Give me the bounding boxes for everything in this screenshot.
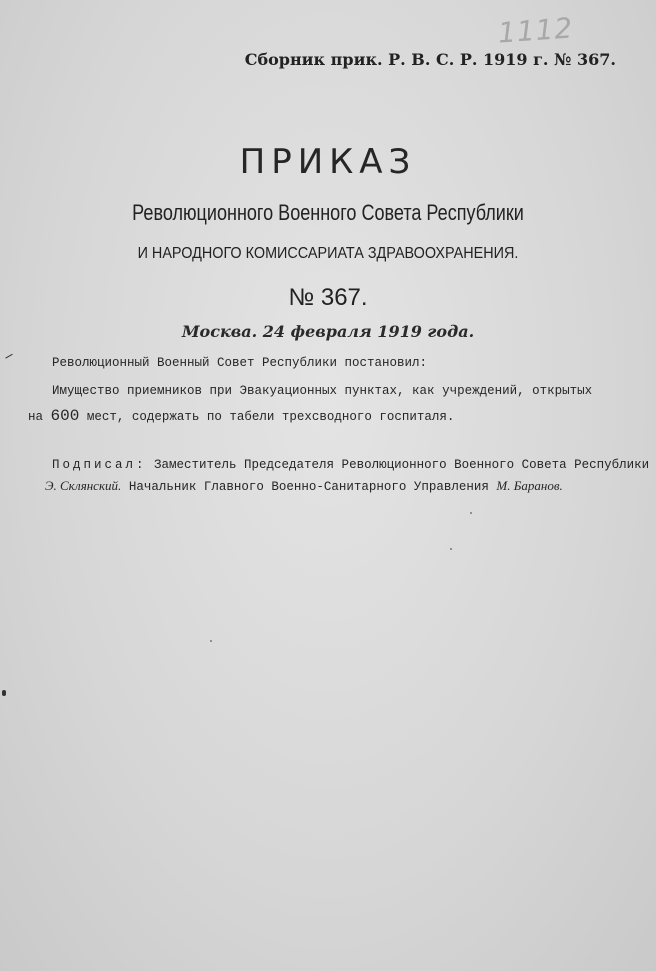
signature-line-2: [45, 478, 563, 494]
place-date: Москва. 24 февраля 1919 года.: [181, 322, 475, 341]
signatory-1-name: Э. Склянский.: [45, 478, 122, 493]
resolution-line-2: [28, 407, 454, 425]
resolution-rest: мест, содержать по табели трехсводного госпиталя.: [86, 410, 455, 424]
paper-speck: [450, 548, 452, 550]
resolution-prefix: на: [28, 410, 44, 424]
collection-reference: Сборник прик. Р. В. С. Р. 1919 г. № 367.: [244, 50, 616, 69]
document-title: ПРИКАЗ: [239, 142, 417, 182]
signatory-1-title: Заместитель Председателя Революционного Военного Совета Республики: [154, 458, 650, 472]
signature-line-1: [52, 458, 649, 472]
pencil-annotation: 1112: [496, 11, 575, 50]
order-number: № 367.: [288, 284, 368, 311]
signatory-2-title: Начальник Главного Военно-Санитарного Управления: [128, 480, 489, 494]
signatory-2-name: М. Баранов.: [496, 478, 563, 493]
issuer-line-2: И НАРОДНОГО КОМИССАРИАТА ЗДРАВООХРАНЕНИЯ.: [137, 245, 519, 262]
resolution-line-1: Имущество приемников при Эвакуационных пунктах, как учреждений, открытых: [52, 384, 593, 398]
resolution-preamble: Революционный Военный Совет Республики постановил:: [52, 356, 428, 370]
paper-speck: [210, 640, 212, 642]
margin-dot: [2, 690, 6, 696]
margin-tick-mark: [3, 350, 12, 358]
issuer-line-1: Революционного Военного Совета Республики: [132, 200, 524, 225]
bed-count: 600: [50, 407, 80, 425]
paper-speck: [470, 512, 472, 514]
signed-label: Подписал:: [52, 458, 147, 472]
